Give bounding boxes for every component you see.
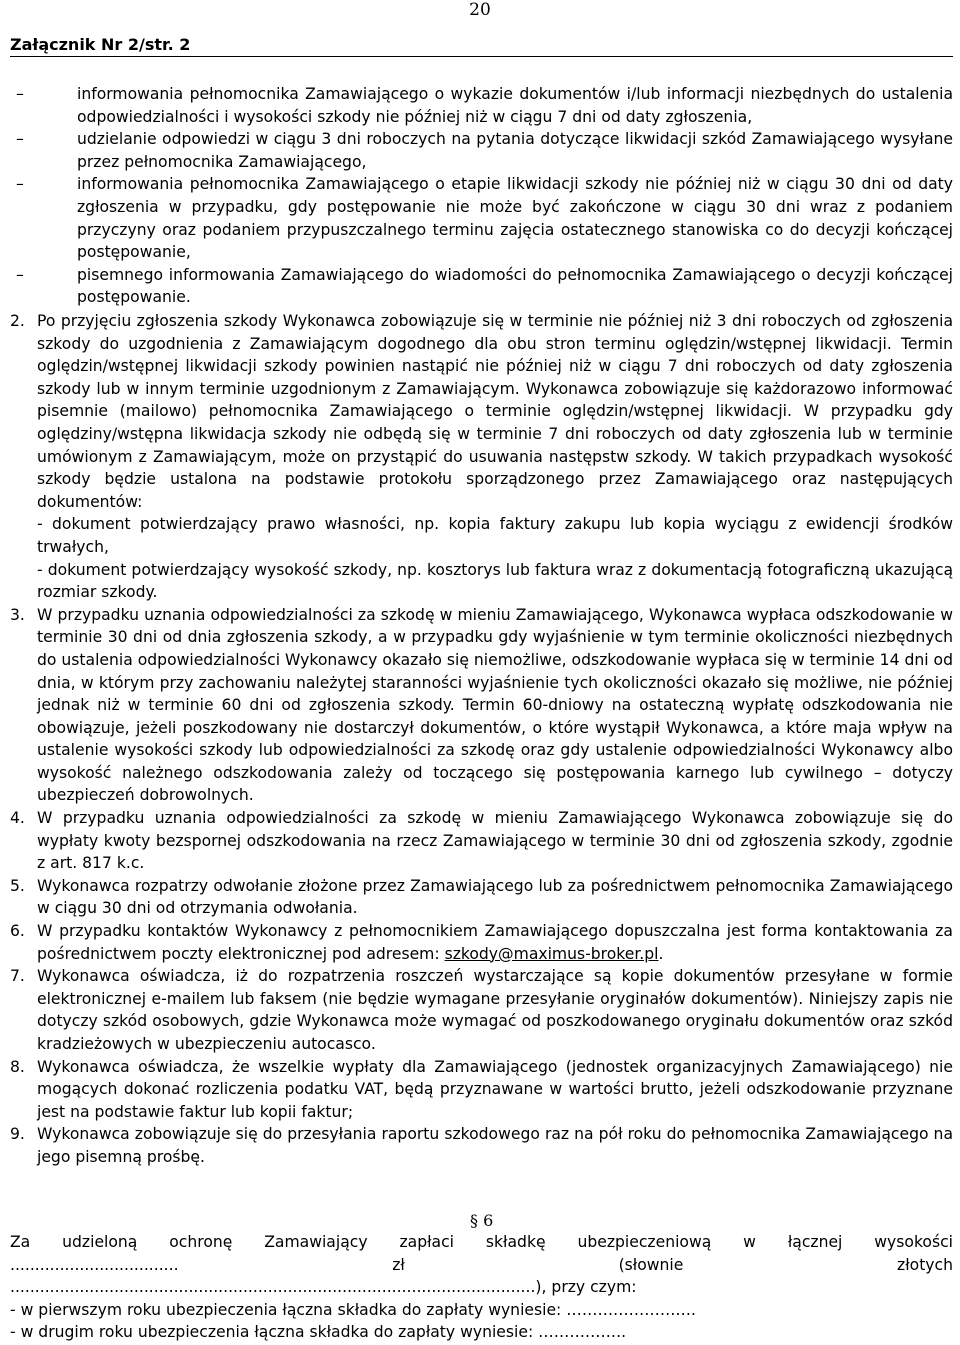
- dash-list: [10, 83, 953, 309]
- list-item: [10, 128, 953, 173]
- item-body: [37, 604, 953, 807]
- item-paragraph: W przypadku uznania odpowiedzialności za szkodę w mieniu Zamawiającego Wykonawca zobowiązuje się do wypłaty kwoty bezspornej odszkodowania na rzecz Zamawiającego w terminie 30 dni od zgłoszenia szkody, zgodnie z art. 817 k.c.: [37, 809, 953, 873]
- section-body: [10, 1231, 953, 1344]
- item-number: 9.: [10, 1125, 25, 1144]
- currency-label: zł: [392, 1255, 405, 1274]
- item-paragraph: Wykonawca oświadcza, iż do rozpatrzenia roszczeń wystarczające są kopie dokumentów przesyłane w formie elektronicznej e-mailem lub faksem (nie będzie wymagane przesyłanie oryginałów dokumentów). Niniejszy zapis nie dotyczy szkód osobowych, gdzie Wykonawca może wymagać od poszkodowanego oryginału dokumentów oraz szkód kradzieżowych w ubezpieczeniu autocasco.: [37, 967, 953, 1053]
- list-item: [10, 173, 953, 263]
- section-line: ..........................................................................................................), przy czym:: [10, 1278, 637, 1297]
- section-line: Za udzieloną ochronę Zamawiający zapłaci składkę ubezpieczeniową w łącznej wysokości: [10, 1233, 953, 1251]
- item-paragraph: - dokument potwierdzający prawo własności, np. kopia faktury zakupu lub kopia wyciągu z ewidencji środków trwałych,: [37, 515, 953, 556]
- item-paragraph-text: W przypadku kontaktów Wykonawcy z pełnomocnikiem Zamawiającego dopuszczalna jest forma kontaktowania za pośrednictwem poczty elektronicznej pod adresem:: [37, 922, 953, 963]
- numbered-item: [10, 1123, 953, 1168]
- words-label: (słownie: [618, 1255, 684, 1274]
- section-mark: § 6: [470, 1211, 494, 1230]
- item-paragraph: W przypadku uznania odpowiedzialności za szkodę w mieniu Zamawiającego, Wykonawca wypłaca odszkodowanie w terminie 30 dni od dnia zgłoszenia szkody, a w przypadku gdy wyjaśnienie w tym terminie okoliczności niezbędnych do ustalenia odpowiedzialności Wykonawcy okazało się niemożliwe, odszkodowanie wypłaca się w terminie 14 dni od dnia, w którym przy zachowaniu należytej staranności wyjaśnienie tych okoliczności okazało się możliwe, nie później jednak niż w terminie 60 dni od zgłoszenia szkody. Termin 60-dniowy na ostateczną wypłatę odszkodowania nie obowiązuje, jeżeli poszkodowany nie dostarczył dokumentów, o które wystąpił Wykonawca, a które maja wpływ na ustalenie wysokości szkody lub odpowiedzialności za szkodę oraz gdy ustalenie odpowiedzialności Wykonawcy albo wysokość należnego odszkodowania zależy od toczącego się postępowania karnego lub cywilnego – dotyczy ubezpieczeń dobrowolnych.: [37, 605, 953, 805]
- item-body: [37, 965, 953, 1055]
- dash-marker: –: [16, 265, 24, 284]
- item-paragraph: Wykonawca rozpatrzy odwołanie złożone przez Zamawiającego lub za pośrednictwem pełnomocnika Zamawiającego w ciągu 30 dni od otrzymania odwołania.: [37, 876, 953, 918]
- list-item-text: pisemnego informowania Zamawiającego do wiadomości do pełnomocnika Zamawiającego o decyzji kończącej postępowanie.: [77, 265, 953, 307]
- item-paragraph: Wykonawca oświadcza, że wszelkie wypłaty dla Zamawiającego (jednostek organizacyjnych Zamawiającego) nie mogących dokonać rozliczenia podatku VAT, będą przyznawane w wartości brutto, jeżeli odszkodowanie przyznane jest na podstawie faktur lub kopii faktur;: [37, 1057, 953, 1121]
- section-line: - w drugim roku ubezpieczenia łączna składka do zapłaty wyniesie: ……………..: [10, 1323, 627, 1342]
- item-paragraph-tail: .: [658, 944, 664, 963]
- list-item: [10, 264, 953, 309]
- item-paragraph: Po przyjęciu zgłoszenia szkody Wykonawca zobowiązuje się w terminie nie później niż 3 dni roboczych od zgłoszenia szkody do uzgodnienia z Zamawiającym dogodnego dla obu stron terminu oględzin/wstępnej likwidacji. Termin oględzin/wstępnej likwidacji szkody powinien nastąpić nie później niż w ciągu 7 dni roboczych od daty zgłoszenia szkody lub w innym terminie uzgodnionym z Zamawiającym. Wykonawca zobowiązuje się każdorazowo informować pisemnie (mailowo) pełnomocnika Zamawiającego o terminie oględzin/wstępnej likwidacji. W przypadku gdy oględziny/wstępna likwidacja szkody nie odbędą się w terminie 7 dni roboczych od daty zgłoszenia lub w terminie umówionym z Zamawiającym, może on przystąpić do usuwania następstw szkody. W takich przypadkach wysokość szkody będzie ustalona na podstawie protokołu sporządzonego przez Zamawiającego oraz następujących dokumentów:: [37, 312, 953, 511]
- item-body: [37, 310, 953, 604]
- item-number: 3.: [10, 605, 25, 624]
- numbered-item: [10, 1056, 953, 1124]
- item-body: [37, 920, 953, 965]
- numbered-item: [10, 604, 953, 807]
- numbered-list: [10, 310, 953, 1169]
- numbered-item: [10, 875, 953, 920]
- dash-marker: –: [16, 175, 24, 194]
- item-number: 6.: [10, 922, 25, 941]
- item-paragraph: [37, 920, 953, 965]
- list-item-text: informowania pełnomocnika Zamawiającego o wykazie dokumentów i/lub informacji niezbędnych do ustalenia odpowiedzialności i wysokości szkody nie później niż w ciągu 7 dni od daty zgłoszenia,: [77, 85, 953, 126]
- numbered-item: [10, 965, 953, 1055]
- item-number: 8.: [10, 1057, 25, 1076]
- dash-marker: –: [16, 130, 24, 149]
- page-number: 20: [469, 0, 491, 20]
- list-item-text: informowania pełnomocnika Zamawiającego o etapie likwidacji szkody nie później niż w ciągu 30 dni od daty zgłoszenia w przypadku, gdy postępowanie nie może być zakończone w ciągu 30 dni wraz z podaniem przyczyny oraz podaniem przypuszczalnego terminu zajęcia ostatecznego stanowiska co do decyzji kończącej postępowanie,: [77, 175, 953, 262]
- list-item-text: udzielanie odpowiedzi w ciągu 3 dni roboczych na pytania dotyczące likwidacji szkód Zamawiającego wysyłane przez pełnomocnika Zamawiającego,: [77, 130, 953, 171]
- amount-placeholder: ..................................: [10, 1255, 179, 1274]
- zloty-label: złotych: [897, 1255, 953, 1274]
- item-body: [37, 807, 953, 875]
- page-header: Załącznik Nr 2/str. 2: [10, 35, 191, 54]
- item-body: [37, 1123, 953, 1168]
- numbered-item: [10, 807, 953, 875]
- header-rule: [10, 56, 953, 57]
- list-item: [10, 83, 953, 128]
- item-body: [37, 1056, 953, 1124]
- item-number: 5.: [10, 876, 25, 895]
- dash-marker: –: [16, 85, 24, 103]
- item-number: 2.: [10, 312, 25, 330]
- section-line: [10, 1254, 953, 1277]
- numbered-item: [10, 310, 953, 604]
- item-body: [37, 875, 953, 920]
- section-line: - w pierwszym roku ubezpieczenia łączna składka do zapłaty wyniesie: …………………….: [10, 1300, 696, 1319]
- item-paragraph: - dokument potwierdzający wysokość szkody, np. kosztorys lub faktura wraz z dokumentacją fotograficzną ukazującą rozmiar szkody.: [37, 560, 953, 602]
- email-link[interactable]: szkody@maximus-broker.pl: [444, 944, 659, 963]
- numbered-item: [10, 920, 953, 965]
- item-number: 7.: [10, 967, 25, 986]
- item-number: 4.: [10, 809, 25, 828]
- item-paragraph: Wykonawca zobowiązuje się do przesyłania raportu szkodowego raz na pół roku do pełnomocnika Zamawiającego na jego pisemną prośbę.: [37, 1125, 953, 1166]
